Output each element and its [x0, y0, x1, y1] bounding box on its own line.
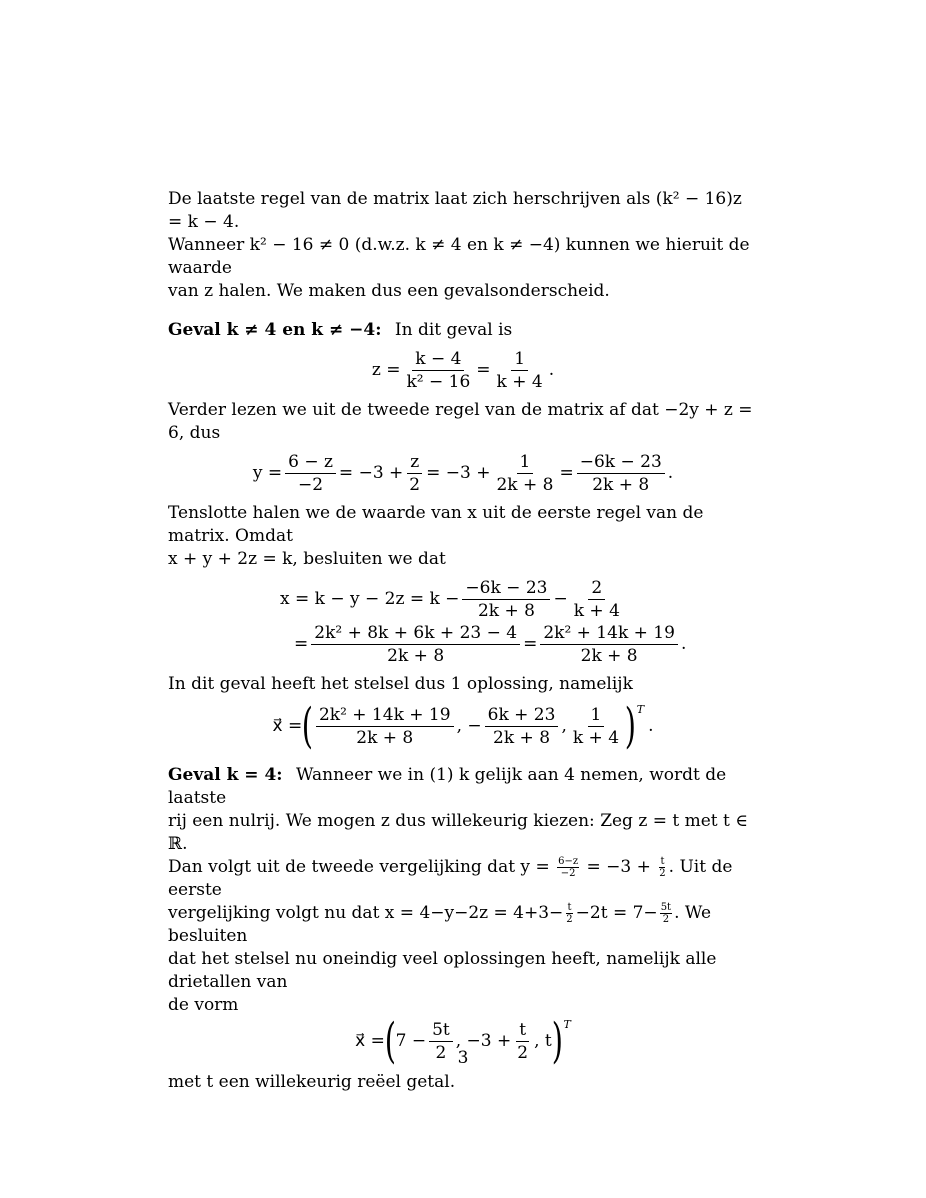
eq-y-frac-1: $\frac{6 - z}{-2}$	[285, 451, 336, 496]
page-number: 3	[457, 1048, 469, 1068]
eq-x1-lhs: x = k − y − 2z = k −	[280, 589, 460, 609]
eq-y-end: .	[667, 463, 674, 483]
case2-line-4: vergelijking volgt nu dat x = 4−y−2z = 4+3− $\frac{t}{2}$ −2t = 7− $\frac{5t}{2}$ . We besluiten	[168, 902, 712, 946]
eq-y-frac-4: $\frac{-6k - 23}{2k + 8}$	[577, 451, 665, 496]
eq-x2-frac-1: $\frac{\text{2k² + 8k + 6k + 23 − 4}}{2k + 8}$	[311, 622, 520, 667]
equation-solution	[168, 698, 758, 754]
eq-sol-close-paren: )	[624, 698, 637, 754]
case2-text-1: Wanneer we in (1) k gelijk aan 4 nemen, wordt de laatste	[168, 765, 727, 808]
eq-z-lhs: z =	[371, 360, 401, 380]
intro-line-1: De laatste regel van de matrix laat zich herschrijven als (k² − 16)z = k − 4.	[168, 189, 742, 232]
case2-line-1	[168, 764, 758, 810]
eq-z-frac-1: $\frac{k - 4}{\text{k² − 16}}$	[406, 349, 471, 392]
eq-x-row-2	[294, 622, 686, 667]
eq-sol-end: .	[648, 715, 654, 736]
eq-vec-transpose: T	[563, 1018, 571, 1031]
document-body	[168, 188, 758, 1094]
line-solution: In dit geval heeft het stelsel dus 1 oplossing, namelijk	[168, 674, 633, 694]
eq-vec-b: , −3 +	[455, 1030, 512, 1051]
equation-x	[280, 577, 758, 667]
line-x-1: Tenslotte halen we de waarde van x uit de eerste regel van de matrix. Omdat	[168, 503, 704, 546]
equation-y	[168, 451, 758, 496]
eq-vec-close-paren: )	[551, 1013, 563, 1069]
eq-sol-frac-1: $\frac{\text{2k² + 14k + 19}}{2k + 8}$	[316, 704, 454, 749]
eq-x1-frac-2: $\frac{2}{k + 4}$	[573, 578, 620, 621]
eq-vec-open-paren: (	[384, 1013, 396, 1069]
eq-vec-frac-1: $\frac{5t}{2}$	[429, 1019, 453, 1064]
eq-vec-c: , t	[534, 1030, 552, 1051]
case2-heading: Geval k = 4:	[168, 765, 283, 785]
eq-sol-frac-2: $\frac{6k + 23}{2k + 8}$	[485, 704, 559, 749]
eq-sol-lhs: x⃗ =	[272, 715, 303, 736]
eq-x1-mid: −	[553, 589, 568, 609]
eq-y-mid-3: =	[559, 463, 574, 483]
inline-frac-4: $\frac{5t}{2}$	[660, 902, 672, 925]
case2-line-3: Dan volgt uit de tweede vergelijking dat y = $\frac{6-z}{-2}$ = −3 + $\frac{t}{2}$ . Uit de eerste	[168, 856, 733, 900]
intro-line-2: Wanneer k² − 16 ≠ 0 (d.w.z. k ≠ 4 en k ≠ −4) kunnen we hieruit de waarde	[168, 235, 750, 278]
eq-x2-mid: =	[523, 634, 538, 654]
eq-y-mid-2: = −3 +	[426, 463, 491, 483]
eq-vec-frac-2: $\frac{t}{2}$	[517, 1019, 529, 1063]
eq-z-end: .	[548, 360, 555, 380]
intro-line-3: van z halen. We maken dus een gevalsonderscheid.	[168, 281, 610, 301]
eq-x2-lhs: =	[294, 634, 309, 654]
eq-sol-open-paren: (	[301, 698, 314, 754]
case1-heading: Geval k ≠ 4 en k ≠ −4:	[168, 320, 382, 340]
eq-z-eq: =	[476, 360, 491, 380]
inline-frac-3: $\frac{t}{2}$	[566, 902, 573, 925]
eq-y-mid-1: = −3 +	[338, 463, 404, 483]
line-y: Verder lezen we uit de tweede regel van de matrix af dat −2y + z = 6, dus	[168, 400, 753, 443]
inline-frac-1: $\frac{6-z}{-2}$	[558, 856, 579, 879]
eq-y-frac-2: $\frac{z}{2}$	[406, 451, 423, 496]
eq-x2-frac-2: $\frac{\text{2k² + 14k + 19}}{2k + 8}$	[540, 622, 678, 667]
eq-z-frac-2: $\frac{1}{k + 4}$	[496, 349, 543, 392]
case2-line-5: dat het stelsel nu oneindig veel oplossingen heeft, namelijk alle drietallen van	[168, 949, 717, 992]
eq-y-lhs: y =	[252, 463, 283, 483]
eq-vec-lhs: x⃗ =	[355, 1030, 385, 1051]
eq-sol-sep-2: ,	[561, 715, 567, 736]
eq-sol-frac-3: $\frac{1}{k + 4}$	[572, 704, 620, 748]
eq-x2-end: .	[680, 634, 687, 654]
case1-text: In dit geval is	[394, 320, 513, 340]
eq-vec-a: 7 −	[395, 1030, 427, 1051]
equation-z	[168, 348, 758, 393]
eq-x-row-1	[280, 577, 626, 622]
line-x-2: x + y + 2z = k, besluiten we dat	[168, 549, 446, 569]
case2-line-6: de vorm	[168, 995, 239, 1015]
case1-paragraph	[168, 319, 758, 342]
eq-y-frac-3: $\frac{1}{2k + 8}$	[496, 452, 554, 495]
inline-frac-2: $\frac{t}{2}$	[659, 856, 666, 879]
eq-sol-transpose: T	[636, 703, 645, 716]
case2-line-2: rij een nulrij. We mogen z dus willekeurig kiezen: Zeg z = t met t ∈ ℝ.	[168, 811, 748, 854]
case2-line-7: met t een willekeurig reëel getal.	[168, 1072, 456, 1092]
eq-x1-frac-1: $\frac{-6k - 23}{2k + 8}$	[462, 577, 550, 622]
eq-sol-sep-1: , −	[456, 715, 482, 736]
